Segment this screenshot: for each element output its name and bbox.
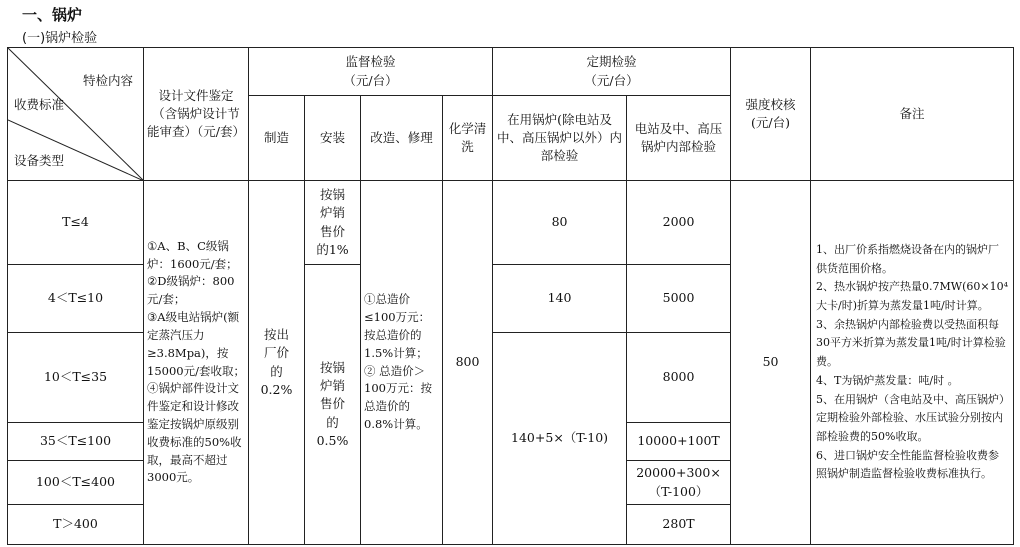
header-inuse-internal: 在用锅炉(除电站及中、高压锅炉以外）内部检验 (493, 96, 627, 181)
station-internal-fee: 20000+300× （T-100） (627, 461, 731, 505)
design-review-fee: ①A、B、C级锅炉：1600元/套； ②D级锅炉：800元/套； ③A级电站锅炉(额定蒸汽压力≥3.8Mpa)，按15000元/套收取； ④锅炉部件设计文件鉴定和设计修改鉴定按锅炉原级别收费标准的50%收取，最高不超过3000元。 (144, 181, 249, 545)
station-internal-fee: 5000 (627, 265, 731, 333)
strength-check-fee: 50 (731, 181, 811, 545)
header-design-review: 设计文件鉴定（含锅炉设计节能审查）（元/套） (144, 48, 249, 181)
equipment-type-cell: T≤4 (8, 181, 144, 265)
inuse-internal-formula: 140+5×（T-10) (493, 333, 627, 545)
fee-table (7, 47, 1014, 545)
header-modify-repair: 改造、修理 (361, 96, 443, 181)
header-supervision-inspection: 监督检验 （元/台） (249, 48, 493, 96)
equipment-type-cell: 4＜T≤10 (8, 265, 144, 333)
header-periodic-inspection: 定期检验 （元/台） (493, 48, 731, 96)
inuse-internal-fee: 80 (493, 181, 627, 265)
diag-label-equipment-type: 设备类型 (14, 153, 65, 168)
equipment-type-cell: 100＜T≤400 (8, 461, 144, 505)
diag-label-fee-standard: 收费标准 (14, 97, 65, 112)
manufacture-fee: 按出 厂价 的 0.2% (249, 181, 305, 545)
chemical-cleaning-fee: 800 (443, 181, 493, 545)
station-internal-fee: 10000+100T (627, 423, 731, 461)
diag-label-inspection-content: 特检内容 (82, 73, 133, 88)
install-fee-large: 按锅 炉销 售价 的 0.5% (305, 265, 361, 545)
equipment-type-cell: T＞400 (8, 505, 144, 545)
inuse-internal-fee: 140 (493, 265, 627, 333)
equipment-type-cell: 10＜T≤35 (8, 333, 144, 423)
header-remarks: 备注 (811, 48, 1014, 181)
equipment-type-cell: 35＜T≤100 (8, 423, 144, 461)
remarks-notes: 1、出厂价系指燃烧设备在内的锅炉厂供货范围价格。 2、热水锅炉按产热量0.7MW(60×10⁴大卡/时)折算为蒸发量1吨/时计算。 3、余热锅炉内部检验费以受热面积每30平方米折算为蒸发量1吨/时计算检验费。 4、T为锅炉蒸发量：吨/时 。 5、在用锅炉（含电站及中、高压锅炉）定期检验外部检验、水压试验分别按内部检验费的50%收取。 6、进口锅炉安全性能监督检验收费参照锅炉制造监督检验收费标准执行。 (811, 181, 1014, 545)
station-internal-fee: 2000 (627, 181, 731, 265)
section-subheading: (一)锅炉检验 (22, 31, 98, 46)
header-install: 安装 (305, 96, 361, 181)
station-internal-fee: 280T (627, 505, 731, 545)
header-station-internal: 电站及中、高压锅炉内部检验 (627, 96, 731, 181)
section-heading: 一、锅炉 (22, 6, 83, 24)
install-fee-small: 按锅 炉销 售价 的1% (305, 181, 361, 265)
modify-repair-fee: ①总造价≤100万元：按总造价的1.5%计算； ② 总造价＞100万元：按总造价的0.8%计算。 (361, 181, 443, 545)
header-strength-check: 强度校核 (元/台) (731, 48, 811, 181)
station-internal-fee: 8000 (627, 333, 731, 423)
header-manufacture: 制造 (249, 96, 305, 181)
header-chemical-cleaning: 化学清洗 (443, 96, 493, 181)
diagonal-header-cell (8, 48, 144, 181)
